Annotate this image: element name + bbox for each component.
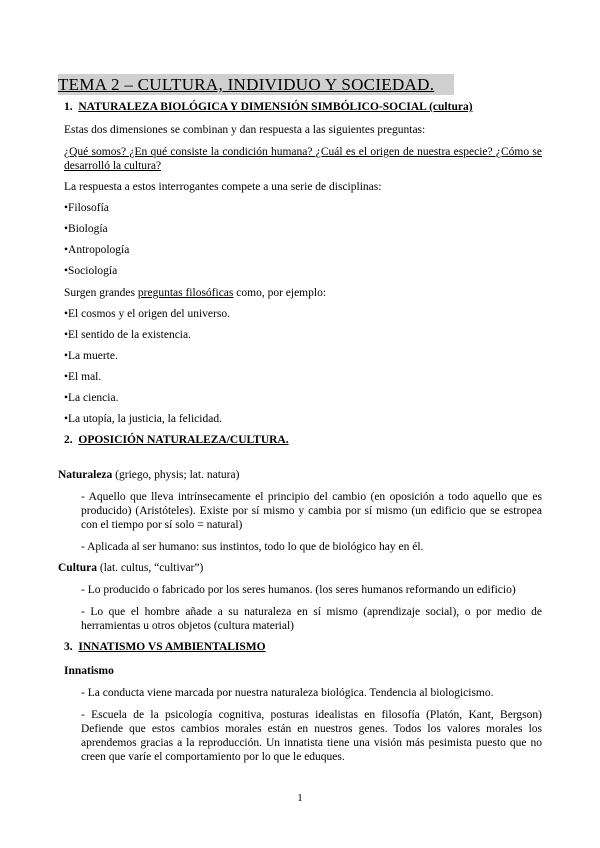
philosophy-item: •La muerte. [64,350,118,362]
cultura-definition: Cultura (lat. cultus, “cultivar”) [58,562,204,574]
discipline-item: •Antropología [64,244,130,256]
page-title: TEMA 2 – CULTURA, INDIVIDUO Y SOCIEDAD. [58,74,454,95]
naturaleza-term: Naturaleza [58,469,113,481]
philosophical-questions-intro: Surgen grandes preguntas filosóficas como, por ejemplo: [64,287,327,299]
discipline-item: •Filosofía [64,202,109,214]
discipline-item: •Sociología [64,265,118,277]
cultura-term: Cultura [58,562,97,574]
philosophy-item: •El cosmos y el origen del universo. [64,308,230,320]
innatismo-item: - La conducta viene marcada por nuestra naturaleza biológica. Tendencia al biologicismo. [81,687,494,699]
innatismo-subheading: Innatismo [64,665,114,677]
innatismo-item: - Escuela de la psicología cognitiva, posturas idealistas en filosofía (Platón, Kant, Bergson) Defiende que estos cambios morales están en nuestros genes. Todos los valores morales los aprendemos gracias a la reproducción. Un innatista tiene una visión más pesimista puesto que no creen que varíe el comportamiento por lo que le eduques. [81,709,542,763]
cultura-item: - Lo producido o fabricado por los seres humanos. (los seres humanos reformando un edificio) [81,584,516,596]
naturaleza-definition: Naturaleza (griego, physis; lat. natura) [58,469,240,481]
philosophical-questions-term: preguntas filosóficas [137,287,234,299]
disciplines-intro: La respuesta a estos interrogantes compete a una serie de disciplinas: [64,181,382,193]
naturaleza-item: - Aplicada al ser humano: sus instintos, todo lo que de biológico hay en él. [81,541,424,553]
cultura-item: - Lo que el hombre añade a su naturaleza en sí mismo (aprendizaje social), o por medio de herramientas u otros objetos (cultura material) [81,606,542,632]
section-1-heading: 1. NATURALEZA BIOLÓGICA Y DIMENSIÓN SIMBÓLICO-SOCIAL (cultura) [64,101,473,113]
section-3-heading: 3. INNATISMO VS AMBIENTALISMO [64,641,266,653]
philosophy-item: •El mal. [64,371,102,383]
philosophy-item: •La utopía, la justicia, la felicidad. [64,413,222,425]
philosophy-item: •La ciencia. [64,392,119,404]
philosophy-item: •El sentido de la existencia. [64,329,191,341]
discipline-item: •Biología [64,223,108,235]
page-number: 1 [297,792,303,804]
naturaleza-item: - Aquello que lleva intrínsecamente el principio del cambio (en oposición a todo aquello que es producido) (Aristóteles). Existe por sí mismo y cambia por sí mismo (un edificio que se estropea con el tiempo por sí solo = natural) [81,491,542,531]
section-2-heading: 2. OPOSICIÓN NATURALEZA/CULTURA. [64,434,289,446]
section-1-questions: ¿Qué somos? ¿En qué consiste la condición humana? ¿Cuál es el origen de nuestra especie? ¿Cómo se desarrolló la cultura? [64,146,542,172]
section-1-intro: Estas dos dimensiones se combinan y dan respuesta a las siguientes preguntas: [64,124,426,136]
